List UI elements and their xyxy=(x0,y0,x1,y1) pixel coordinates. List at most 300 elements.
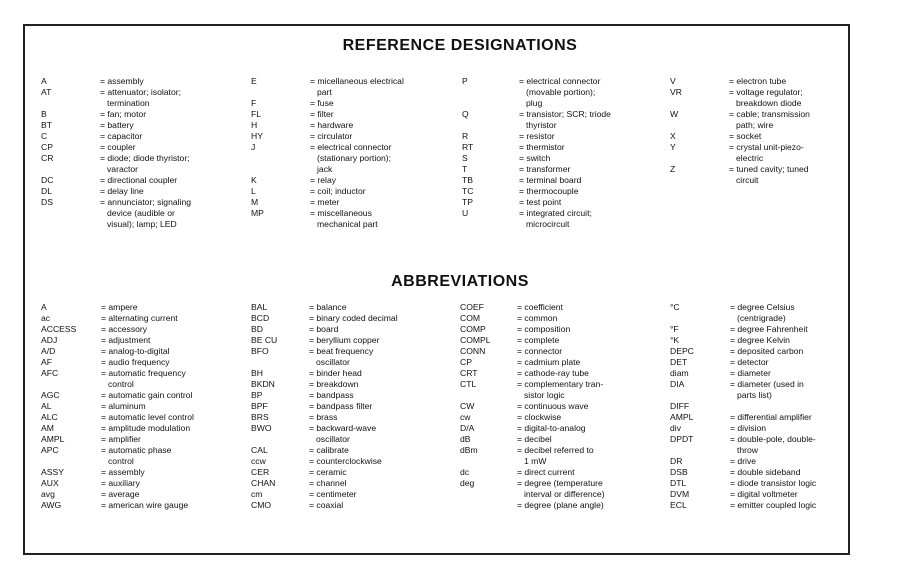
abbreviation-description-line: throw xyxy=(737,445,759,455)
abbreviation-description xyxy=(309,346,373,368)
abbreviation-description-line: control xyxy=(108,456,134,466)
abbreviation-description-line: = common xyxy=(517,313,557,324)
abbreviation-description xyxy=(517,423,586,434)
reference-description-line: = attenuator; isolator; xyxy=(100,87,181,98)
abbreviation-code: DET xyxy=(670,357,688,367)
reference-description xyxy=(100,87,181,109)
reference-description-line: = annunciator; signaling xyxy=(100,197,191,208)
abbreviation-description-line: = alternating current xyxy=(101,313,178,324)
abbreviation-description xyxy=(101,423,190,434)
abbreviation-description xyxy=(517,368,589,379)
abbreviation-description-line: = amplitude modulation xyxy=(101,423,190,434)
abbreviation-description-line: = detector xyxy=(730,357,768,368)
abbreviation-code: COM xyxy=(460,313,481,323)
abbreviation-description xyxy=(101,401,146,412)
reference-description-line: = terminal board xyxy=(519,175,581,186)
reference-description xyxy=(100,153,190,175)
reference-description-line: = assembly xyxy=(100,76,144,87)
abbreviation-description xyxy=(101,412,194,423)
abbreviation-code: COEF xyxy=(460,302,484,312)
abbreviation-code: CTL xyxy=(460,379,477,389)
abbreviation-description xyxy=(730,324,808,335)
abbreviation-description xyxy=(517,346,562,357)
abbreviation-code: CP xyxy=(460,357,472,367)
reference-description-line: = electrical connector xyxy=(519,76,600,87)
reference-description xyxy=(310,197,339,208)
abbreviation-code: °K xyxy=(670,335,680,345)
abbreviation-description-line: oscillator xyxy=(316,357,350,367)
abbreviation-description-line: = diode transistor logic xyxy=(730,478,816,489)
abbreviation-description xyxy=(730,456,756,467)
reference-description-line: electric xyxy=(736,153,764,163)
abbreviation-code: dB xyxy=(460,434,471,444)
abbreviation-description xyxy=(309,401,372,412)
reference-description-line: plug xyxy=(526,98,543,108)
reference-description-line: = test point xyxy=(519,197,561,208)
abbreviation-code: ECL xyxy=(670,500,687,510)
reference-description-line: termination xyxy=(107,98,150,108)
abbreviation-code: ACCESS xyxy=(41,324,77,334)
reference-description xyxy=(519,186,578,197)
reference-description xyxy=(310,98,334,109)
abbreviation-description xyxy=(309,368,362,379)
abbreviation-description-line: = cathode-ray tube xyxy=(517,368,589,379)
abbreviation-code: CHAN xyxy=(251,478,276,488)
abbreviation-code: AUX xyxy=(41,478,59,488)
abbreviation-description xyxy=(309,445,349,456)
reference-description-line: = resistor xyxy=(519,131,555,142)
abbreviation-description xyxy=(730,500,816,511)
abbreviation-description-line: = binder head xyxy=(309,368,362,379)
reference-description xyxy=(310,208,378,230)
reference-code: J xyxy=(251,142,256,152)
abbreviation-code: DTL xyxy=(670,478,687,488)
abbreviation-description xyxy=(101,313,178,324)
reference-code: TC xyxy=(462,186,474,196)
abbreviation-description-line: = assembly xyxy=(101,467,145,478)
abbreviation-description xyxy=(730,434,816,456)
abbreviation-description-line: = degree Celsius xyxy=(730,302,795,313)
abbreviation-code: BAL xyxy=(251,302,268,312)
reference-description xyxy=(519,208,592,230)
abbreviation-description xyxy=(101,390,192,401)
reference-description xyxy=(310,186,366,197)
abbreviation-description xyxy=(517,412,561,423)
abbreviation-description-line: = degree (temperature xyxy=(517,478,605,489)
abbreviation-code: CER xyxy=(251,467,270,477)
abbreviation-code: BE CU xyxy=(251,335,278,345)
reference-code: VR xyxy=(670,87,682,97)
abbreviation-description-line: control xyxy=(108,379,134,389)
abbreviation-description-line: = channel xyxy=(309,478,347,489)
abbreviation-description xyxy=(309,302,347,313)
abbreviation-description xyxy=(101,500,188,511)
abbreviation-description-line: = connector xyxy=(517,346,562,357)
reference-code: MP xyxy=(251,208,264,218)
abbreviation-description xyxy=(517,313,557,324)
abbreviation-code: dBm xyxy=(460,445,478,455)
abbreviation-code: avg xyxy=(41,489,55,499)
abbreviation-description-line: = ceramic xyxy=(309,467,347,478)
abbreviation-code: BH xyxy=(251,368,263,378)
abbreviation-description xyxy=(730,368,771,379)
abbreviation-description-line: sistor logic xyxy=(524,390,565,400)
abbreviation-description xyxy=(517,500,604,511)
abbreviation-code: °C xyxy=(670,302,680,312)
abbreviation-code: CRT xyxy=(460,368,478,378)
reference-description xyxy=(729,142,804,164)
abbreviation-description-line: = complete xyxy=(517,335,559,346)
abbreviation-description-line: = coaxial xyxy=(309,500,343,511)
abbreviation-code: AMPL xyxy=(670,412,694,422)
reference-description-line: = voltage regulator; xyxy=(729,87,803,98)
abbreviation-description xyxy=(517,302,563,313)
abbreviation-code: AMPL xyxy=(41,434,65,444)
abbreviation-description-line: parts list) xyxy=(737,390,772,400)
abbreviation-description xyxy=(517,379,603,401)
abbreviation-code: AF xyxy=(41,357,52,367)
reference-designations-title: REFERENCE DESIGNATIONS xyxy=(342,37,578,54)
reference-code: P xyxy=(462,76,468,86)
abbreviation-code: BKDN xyxy=(251,379,275,389)
abbreviation-description-line: = double-pole, double- xyxy=(730,434,816,445)
reference-description-line: (movable portion); xyxy=(526,87,596,97)
reference-description-line: = relay xyxy=(310,175,336,186)
reference-code: W xyxy=(670,109,679,119)
abbreviation-description-line: = american wire gauge xyxy=(101,500,188,511)
reference-description-line: = micellaneous electrical xyxy=(310,76,404,87)
reference-code: F xyxy=(251,98,257,108)
reference-description xyxy=(310,120,353,131)
reference-code: K xyxy=(251,175,257,185)
abbreviation-description xyxy=(309,478,347,489)
abbreviation-description-line: = coefficient xyxy=(517,302,563,313)
abbreviation-description-line: = accessory xyxy=(101,324,147,335)
reference-description-line: = circulator xyxy=(310,131,352,142)
abbreviation-description-line: = emitter coupled logic xyxy=(730,500,816,511)
abbreviation-description xyxy=(101,357,170,368)
reference-description xyxy=(519,164,570,175)
abbreviation-description xyxy=(309,467,347,478)
reference-code: TB xyxy=(462,175,473,185)
reference-description xyxy=(729,87,803,109)
reference-description xyxy=(310,142,391,175)
reference-description-line: = miscellaneous xyxy=(310,208,378,219)
reference-description xyxy=(519,109,611,131)
abbreviation-description-line: = digital-to-analog xyxy=(517,423,586,434)
abbreviation-description xyxy=(309,335,379,346)
reference-description-line: = electron tube xyxy=(729,76,786,87)
reference-description-line: = thermocouple xyxy=(519,186,578,197)
reference-description xyxy=(519,197,561,208)
abbreviation-description-line: = analog-to-digital xyxy=(101,346,170,357)
abbreviation-description xyxy=(730,478,816,489)
reference-code: L xyxy=(251,186,256,196)
reference-code: CR xyxy=(41,153,54,163)
reference-description xyxy=(729,164,809,186)
abbreviation-code: °F xyxy=(670,324,679,334)
abbreviation-code: diam xyxy=(670,368,689,378)
abbreviation-code: AGC xyxy=(41,390,60,400)
abbreviation-description-line: = audio frequency xyxy=(101,357,170,368)
reference-description xyxy=(100,186,144,197)
reference-description-line: = transformer xyxy=(519,164,570,175)
reference-description-line: (stationary portion); xyxy=(317,153,392,163)
abbreviation-description-line: = complementary tran- xyxy=(517,379,603,390)
abbreviation-code: CONN xyxy=(460,346,486,356)
abbreviation-description-line: = board xyxy=(309,324,338,335)
abbreviation-description-line: = differential amplifier xyxy=(730,412,812,423)
reference-code: AT xyxy=(41,87,52,97)
reference-description xyxy=(100,142,136,153)
abbreviation-description-line: = drive xyxy=(730,456,756,467)
abbreviation-description-line: = diameter (used in xyxy=(730,379,804,390)
reference-description-line: = socket xyxy=(729,131,761,142)
abbreviation-description-line: = breakdown xyxy=(309,379,358,390)
abbreviation-code: DR xyxy=(670,456,683,466)
reference-description-line: jack xyxy=(317,164,333,174)
reference-description-line: = directional coupler xyxy=(100,175,177,186)
reference-code: DS xyxy=(41,197,53,207)
abbreviation-description xyxy=(309,489,357,500)
abbreviation-code: DEPC xyxy=(670,346,694,356)
abbreviation-description-line: = double sideband xyxy=(730,467,800,478)
reference-description-line: = capacitor xyxy=(100,131,142,142)
reference-code: DC xyxy=(41,175,54,185)
reference-description-line: part xyxy=(317,87,332,97)
reference-description-line: = delay line xyxy=(100,186,144,197)
abbreviation-description-line: interval or difference) xyxy=(524,489,605,499)
abbreviation-description-line: = automatic gain control xyxy=(101,390,192,401)
abbreviation-code: AFC xyxy=(41,368,59,378)
abbreviation-description-line: = aluminum xyxy=(101,401,146,412)
reference-description-line: = fuse xyxy=(310,98,334,109)
abbreviation-description-line: = direct current xyxy=(517,467,575,478)
abbreviation-code: BP xyxy=(251,390,263,400)
abbreviation-code: AWG xyxy=(41,500,62,510)
reference-description xyxy=(100,131,142,142)
abbreviation-code: BD xyxy=(251,324,263,334)
reference-description-line: = crystal unit-piezo- xyxy=(729,142,804,153)
reference-description xyxy=(100,175,177,186)
reference-code: CP xyxy=(41,142,53,152)
abbreviation-description xyxy=(309,379,358,390)
reference-description-line: = fan; motor xyxy=(100,109,146,120)
abbreviation-description-line: = calibrate xyxy=(309,445,349,456)
abbreviation-description-line: = deposited carbon xyxy=(730,346,803,357)
abbreviation-code: BRS xyxy=(251,412,269,422)
reference-description-line: = diode; diode thyristor; xyxy=(100,153,190,164)
abbreviation-code: BWO xyxy=(251,423,272,433)
reference-description xyxy=(519,142,565,153)
reference-description xyxy=(100,197,191,230)
abbreviation-description-line: 1 mW xyxy=(524,456,547,466)
abbreviation-description xyxy=(101,302,138,313)
abbreviation-code: ADJ xyxy=(41,335,58,345)
abbreviation-description xyxy=(730,357,768,368)
abbreviation-description-line: = decibel xyxy=(517,434,552,445)
abbreviation-code: DPDT xyxy=(670,434,694,444)
abbreviation-description-line: = diameter xyxy=(730,368,771,379)
abbreviation-description xyxy=(309,324,338,335)
abbreviation-description xyxy=(101,467,145,478)
abbreviation-description xyxy=(517,445,594,467)
reference-code: Y xyxy=(670,142,676,152)
reference-description xyxy=(310,131,352,142)
abbreviation-description xyxy=(101,335,150,346)
abbreviation-description-line: = automatic frequency xyxy=(101,368,186,379)
reference-description-line: = filter xyxy=(310,109,334,120)
reference-description-line: = coil; inductor xyxy=(310,186,366,197)
reference-description-line: = transistor; SCR; triode xyxy=(519,109,611,120)
abbreviation-description xyxy=(517,434,552,445)
abbreviation-code: CAL xyxy=(251,445,268,455)
abbreviation-code: BPF xyxy=(251,401,268,411)
reference-description-line: = tuned cavity; tuned xyxy=(729,164,809,175)
abbreviation-code: DSB xyxy=(670,467,688,477)
abbreviation-description-line: = centimeter xyxy=(309,489,357,500)
abbreviation-description xyxy=(101,478,140,489)
abbreviation-code: ccw xyxy=(251,456,266,466)
abbreviation-code: BCD xyxy=(251,313,270,323)
abbreviation-description-line: = counterclockwise xyxy=(309,456,382,467)
abbreviation-code: COMPL xyxy=(460,335,491,345)
abbreviation-code: APC xyxy=(41,445,59,455)
reference-code: M xyxy=(251,197,259,207)
reference-description-line: = switch xyxy=(519,153,550,164)
abbreviation-description xyxy=(517,467,575,478)
reference-description xyxy=(310,76,404,98)
reference-code: DL xyxy=(41,186,52,196)
abbreviation-code: DVM xyxy=(670,489,690,499)
abbreviation-description xyxy=(309,313,398,324)
abbreviation-description xyxy=(730,346,803,357)
abbreviation-description-line: = balance xyxy=(309,302,347,313)
abbreviation-description xyxy=(101,445,171,467)
abbreviation-description xyxy=(309,423,376,445)
reference-description-line: = integrated circuit; xyxy=(519,208,592,219)
reference-description xyxy=(519,76,600,109)
abbreviation-description-line: = division xyxy=(730,423,766,434)
abbreviation-description-line: = cadmium plate xyxy=(517,357,580,368)
reference-description-line: = hardware xyxy=(310,120,353,131)
reference-description xyxy=(100,109,146,120)
reference-code: C xyxy=(41,131,48,141)
reference-description-line: visual); lamp; LED xyxy=(107,219,177,229)
reference-code: TP xyxy=(462,197,473,207)
abbreviation-code: BFO xyxy=(251,346,269,356)
abbreviation-description xyxy=(730,379,804,401)
abbreviation-description xyxy=(517,478,605,500)
reference-description xyxy=(100,76,144,87)
reference-description xyxy=(729,76,786,87)
reference-description-line: mechanical part xyxy=(317,219,378,229)
reference-description-line: = thermistor xyxy=(519,142,565,153)
reference-description-line: = electrical connector xyxy=(310,142,391,153)
abbreviation-description-line: = bandpass filter xyxy=(309,401,372,412)
abbreviation-description xyxy=(730,412,812,423)
abbreviation-description-line: = backward-wave xyxy=(309,423,376,434)
abbreviation-description-line: = average xyxy=(101,489,139,500)
abbreviation-description xyxy=(517,324,570,335)
abbreviation-description xyxy=(517,335,559,346)
abbreviation-code: AL xyxy=(41,401,52,411)
reference-code: U xyxy=(462,208,469,218)
abbreviation-description xyxy=(309,412,337,423)
abbreviation-description-line: = continuous wave xyxy=(517,401,588,412)
abbreviation-description-line: = degree Fahrenheit xyxy=(730,324,808,335)
abbreviation-description xyxy=(309,500,343,511)
abbreviation-description-line: = decibel referred to xyxy=(517,445,594,456)
abbreviation-description-line: = digital voltmeter xyxy=(730,489,798,500)
reference-description-line: breakdown diode xyxy=(736,98,802,108)
reference-description xyxy=(310,109,334,120)
abbreviation-code: AM xyxy=(41,423,54,433)
reference-description-line: thyristor xyxy=(526,120,557,130)
abbreviation-code: D/A xyxy=(460,423,475,433)
abbreviation-description xyxy=(730,335,790,346)
reference-code: FL xyxy=(251,109,262,119)
abbreviation-code: DIA xyxy=(670,379,685,389)
reference-code: Z xyxy=(670,164,676,174)
reference-description xyxy=(310,175,336,186)
abbreviation-description xyxy=(730,489,798,500)
abbreviation-description-line: = automatic level control xyxy=(101,412,194,423)
reference-description-line: path; wire xyxy=(736,120,774,130)
abbreviation-code: cm xyxy=(251,489,263,499)
reference-code: H xyxy=(251,120,258,130)
abbreviation-code: CW xyxy=(460,401,475,411)
abbreviation-description-line: = binary coded decimal xyxy=(309,313,398,324)
abbreviation-description-line: = automatic phase xyxy=(101,445,171,456)
reference-description-line: device (audible or xyxy=(107,208,175,218)
abbreviation-description-line: = beat frequency xyxy=(309,346,373,357)
reference-code: HY xyxy=(251,131,263,141)
abbreviation-code: ALC xyxy=(41,412,58,422)
abbreviation-description xyxy=(101,434,141,445)
abbreviation-code: CMO xyxy=(251,500,272,510)
abbreviation-description-line: = clockwise xyxy=(517,412,561,423)
abbreviation-description-line: = beryllium copper xyxy=(309,335,379,346)
abbreviation-code: ac xyxy=(41,313,51,323)
reference-code: A xyxy=(41,76,47,86)
abbreviations-title: ABBREVIATIONS xyxy=(391,273,529,290)
reference-description xyxy=(100,120,134,131)
reference-description-line: circuit xyxy=(736,175,759,185)
reference-description-line: = cable; transmission xyxy=(729,109,810,120)
reference-description xyxy=(519,175,581,186)
abbreviation-code: A/D xyxy=(41,346,56,356)
abbreviation-description xyxy=(101,489,139,500)
reference-code: X xyxy=(670,131,676,141)
abbreviation-description xyxy=(730,302,795,324)
abbreviation-code: deg xyxy=(460,478,475,488)
abbreviation-description-line: = ampere xyxy=(101,302,138,313)
abbreviation-code: dc xyxy=(460,467,470,477)
abbreviation-code: div xyxy=(670,423,681,433)
reference-description-line: = battery xyxy=(100,120,134,131)
abbreviation-description xyxy=(730,467,800,478)
abbreviation-description xyxy=(101,368,186,390)
abbreviation-description xyxy=(730,423,766,434)
reference-description-line: = coupler xyxy=(100,142,136,153)
abbreviation-description xyxy=(309,390,354,401)
abbreviation-description-line: = adjustment xyxy=(101,335,150,346)
abbreviation-description-line: = composition xyxy=(517,324,570,335)
abbreviation-description-line: (centrigrade) xyxy=(737,313,786,323)
reference-code: S xyxy=(462,153,468,163)
reference-code: B xyxy=(41,109,47,119)
